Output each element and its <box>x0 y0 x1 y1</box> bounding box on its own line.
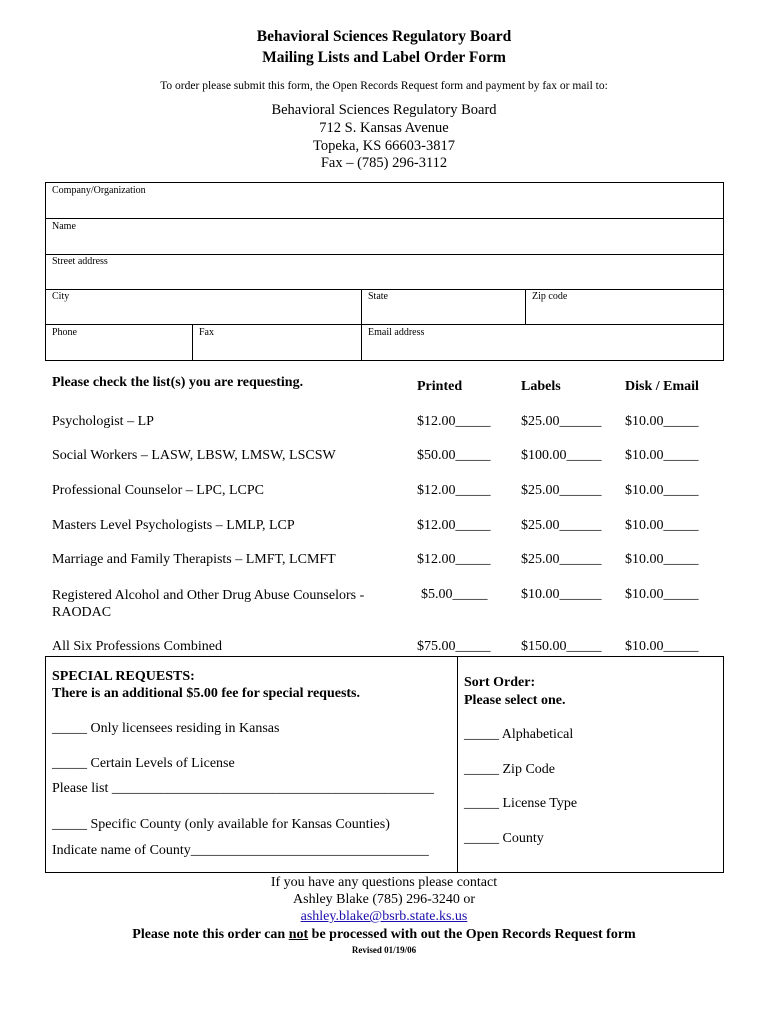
company-field[interactable]: Company/Organization <box>52 185 146 196</box>
column-labels: Labels <box>521 379 561 394</box>
revision-date: Revised 01/19/06 <box>351 945 417 955</box>
labels-price[interactable]: $100.00_____ <box>521 448 602 463</box>
disk-price[interactable]: $10.00_____ <box>625 587 699 602</box>
disk-price[interactable]: $10.00_____ <box>625 414 699 429</box>
labels-price[interactable]: $150.00_____ <box>521 639 602 654</box>
sort-order-title: Sort Order: <box>464 675 536 690</box>
sort-license-type[interactable]: _____ License Type <box>464 796 578 811</box>
contact-email-link[interactable]: ashley.blake@bsrb.state.ks.us <box>300 909 468 924</box>
note-text-end: be processed with out the Open Records Request form <box>308 927 636 942</box>
option-kansas-residents[interactable]: _____ Only licensees residing in Kansas <box>52 721 280 736</box>
disk-price[interactable]: $10.00_____ <box>625 483 699 498</box>
list-item: Masters Level Psychologists – LMLP, LCP <box>52 518 295 533</box>
column-printed: Printed <box>417 379 463 394</box>
disk-price[interactable]: $10.00_____ <box>625 448 699 463</box>
disk-price[interactable]: $10.00_____ <box>625 518 699 533</box>
contact-text: If you have any questions please contact <box>270 875 498 890</box>
special-requests-title: SPECIAL REQUESTS: <box>52 669 195 684</box>
sort-zip-code[interactable]: _____ Zip Code <box>464 762 555 777</box>
option-specific-county[interactable]: _____ Specific County (only available for Kansas Counties) <box>52 817 390 832</box>
note-emphasis: not <box>288 927 309 942</box>
labels-price[interactable]: $10.00______ <box>521 587 602 602</box>
labels-price[interactable]: $25.00______ <box>521 414 602 429</box>
list-item: Registered Alcohol and Other Drug Abuse Counselors - RAODAC <box>52 588 365 620</box>
labels-price[interactable]: $25.00______ <box>521 552 602 567</box>
form-title: Behavioral Sciences Regulatory Board <box>256 28 512 45</box>
phone-field[interactable]: Phone <box>52 327 77 338</box>
sort-order-subtitle: Please select one. <box>464 693 566 708</box>
email-field[interactable]: Email address <box>368 327 425 338</box>
list-item: Social Workers – LASW, LBSW, LMSW, LSCSW <box>52 448 336 463</box>
printed-price[interactable]: $5.00_____ <box>421 587 488 602</box>
option-license-levels[interactable]: _____ Certain Levels of License <box>52 756 235 771</box>
processing-note <box>0 927 768 943</box>
zip-code-field[interactable]: Zip code <box>532 291 568 302</box>
street-address-field[interactable]: Street address <box>52 256 108 267</box>
printed-price[interactable]: $12.00_____ <box>417 414 491 429</box>
name-field[interactable]: Name <box>52 221 76 232</box>
special-requests-fee: There is an additional $5.00 fee for special requests. <box>52 686 360 701</box>
list-item: All Six Professions Combined <box>52 639 222 654</box>
list-item: Professional Counselor – LPC, LCPC <box>52 483 264 498</box>
disk-price[interactable]: $10.00_____ <box>625 552 699 567</box>
labels-price[interactable]: $25.00______ <box>521 518 602 533</box>
printed-price[interactable]: $12.00_____ <box>417 483 491 498</box>
city-field[interactable]: City <box>52 291 70 302</box>
fax-field[interactable]: Fax <box>199 327 214 338</box>
sort-county[interactable]: _____ County <box>464 831 544 846</box>
sort-alphabetical[interactable]: _____ Alphabetical <box>464 727 574 742</box>
fax-line: Fax – (785) 296-3112 <box>320 155 448 171</box>
contact-person: Ashley Blake (785) 296-3240 or <box>293 892 475 907</box>
printed-price[interactable]: $12.00_____ <box>417 552 491 567</box>
address-line-2: 712 S. Kansas Avenue <box>319 120 449 136</box>
printed-price[interactable]: $50.00_____ <box>417 448 491 463</box>
state-field[interactable]: State <box>368 291 388 302</box>
printed-price[interactable]: $75.00_____ <box>417 639 491 654</box>
printed-price[interactable]: $12.00_____ <box>417 518 491 533</box>
labels-price[interactable]: $25.00______ <box>521 483 602 498</box>
form-subtitle: Mailing Lists and Label Order Form <box>262 49 506 66</box>
intro-text: To order please submit this form, the Open Records Request form and payment by fax or mail to: <box>160 80 608 92</box>
address-line-3: Topeka, KS 66603-3817 <box>313 138 455 154</box>
list-item: Marriage and Family Therapists – LMFT, LCMFT <box>52 552 336 567</box>
column-disk-email: Disk / Email <box>625 379 699 394</box>
disk-price[interactable]: $10.00_____ <box>625 639 699 654</box>
address-line-1: Behavioral Sciences Regulatory Board <box>271 102 497 118</box>
note-text: Please note this order can <box>132 927 289 942</box>
county-name-field[interactable]: Indicate name of County__________________________________ <box>52 843 429 858</box>
please-list-field[interactable]: Please list ______________________________________________ <box>52 781 434 796</box>
lists-heading: Please check the list(s) you are requesting. <box>52 375 304 390</box>
list-item: Psychologist – LP <box>52 414 154 429</box>
